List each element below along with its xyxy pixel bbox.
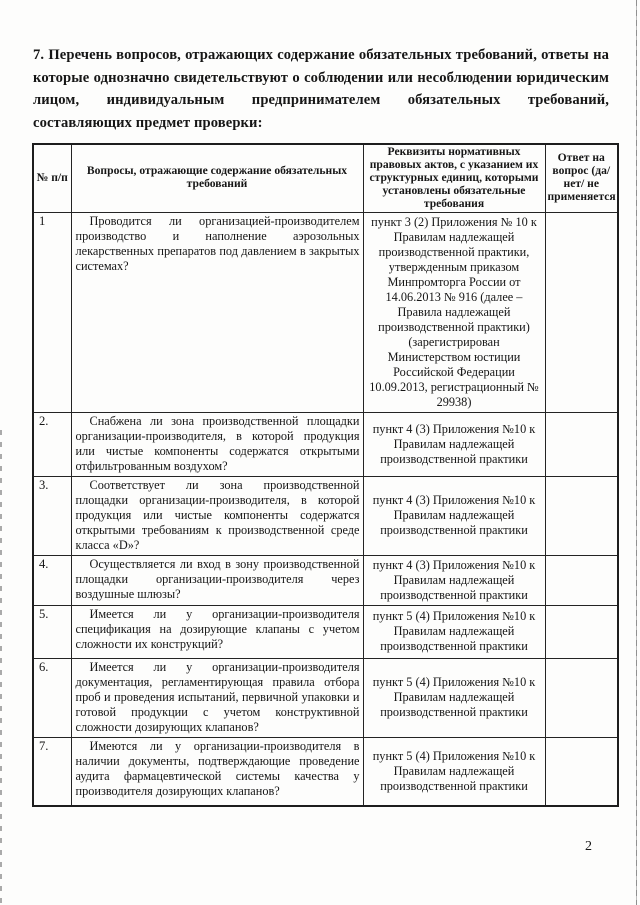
row-number-cell: 3. bbox=[33, 476, 71, 555]
table-row bbox=[33, 412, 618, 476]
col-header-num: № п/п bbox=[33, 144, 71, 212]
row-number-cell: 2. bbox=[33, 412, 71, 476]
answer-cell bbox=[545, 658, 618, 737]
table-row bbox=[33, 212, 618, 412]
answer-cell bbox=[545, 555, 618, 605]
answer-cell bbox=[545, 737, 618, 806]
section-heading: 7. Перечень вопросов, отражающих содержание обязательных требований, ответы на которые однозначно свидетельствуют о соблюдении или несоблюдении юридическим лицом, индивидуальным предпринимателем обязательных требований, составляющих предмет проверки: bbox=[33, 47, 609, 131]
reference-cell: пункт 4 (3) Приложения №10 к Правилам надлежащей производственной практики bbox=[363, 476, 545, 555]
row-number-cell: 5. bbox=[33, 605, 71, 658]
col-header-question: Вопросы, отражающие содержание обязательных требований bbox=[71, 144, 363, 212]
question-cell: Осуществляется ли вход в зону производственной площадки организации-производителя через воздушные шлюзы? bbox=[71, 555, 363, 605]
table-row bbox=[33, 658, 618, 737]
row-number-cell: 4. bbox=[33, 555, 71, 605]
question-cell: Имеется ли у организации-производителя спецификация на дозирующие клапаны с учетом сложности их конструкций? bbox=[71, 605, 363, 658]
row-number-cell: 7. bbox=[33, 737, 71, 806]
answer-cell bbox=[545, 412, 618, 476]
answer-cell bbox=[545, 212, 618, 412]
scan-artifact-right-edge bbox=[636, 0, 637, 905]
reference-cell: пункт 5 (4) Приложения №10 к Правилам надлежащей производственной практики bbox=[363, 737, 545, 806]
reference-cell: пункт 5 (4) Приложения №10 к Правилам надлежащей производственной практики bbox=[363, 658, 545, 737]
col-header-answer: Ответ на вопрос (да/нет/ не применяется bbox=[545, 144, 618, 212]
reference-cell: пункт 4 (3) Приложения №10 к Правилам надлежащей производственной практики bbox=[363, 412, 545, 476]
table-header-row bbox=[33, 144, 618, 212]
row-number-cell: 6. bbox=[33, 658, 71, 737]
answer-cell bbox=[545, 605, 618, 658]
question-cell: Проводится ли организацией-производителем производство и наполнение аэрозольных лекарственных препаратов под давлением в закрытых системах? bbox=[71, 212, 363, 412]
question-cell: Снабжена ли зона производственной площадки организации-производителя, в которой продукция или чистые компоненты содержатся открытыми отфильтрованным воздухом? bbox=[71, 412, 363, 476]
page-number: 2 bbox=[585, 839, 592, 854]
table-row bbox=[33, 476, 618, 555]
table-row bbox=[33, 605, 618, 658]
reference-cell: пункт 3 (2) Приложения № 10 к Правилам надлежащей производственной практики, утвержденным приказом Минпромторга России от 14.06.2013 № 916 (далее – Правила надлежащей производственной практики) (зарегистрирован Министерством юстиции Российской Федерации 10.09.2013, регистрационный № 29938) bbox=[363, 212, 545, 412]
table-row bbox=[33, 737, 618, 806]
reference-cell: пункт 4 (3) Приложения №10 к Правилам надлежащей производственной практики bbox=[363, 555, 545, 605]
table-row bbox=[33, 555, 618, 605]
answer-cell bbox=[545, 476, 618, 555]
reference-cell: пункт 5 (4) Приложения №10 к Правилам надлежащей производственной практики bbox=[363, 605, 545, 658]
question-cell: Имеется ли у организации-производителя документация, регламентирующая правила отбора проб и проведения испытаний, первичной упаковки и готовой продукции с учетом конструктивной сложности дозирующих клапанов? bbox=[71, 658, 363, 737]
scan-artifact-left-edge bbox=[0, 430, 2, 905]
question-cell: Соответствует ли зона производственной площадки организации-производителя, в которой продукция или чистые компоненты содержатся открытыми требованиям к производственной среде класса «D»? bbox=[71, 476, 363, 555]
requirements-checklist-table bbox=[32, 143, 619, 807]
row-number-cell: 1 bbox=[33, 212, 71, 412]
question-cell: Имеются ли у организации-производителя в наличии документы, подтверждающие проведение аудита фармацевтической системы качества у производителя дозирующих клапанов? bbox=[71, 737, 363, 806]
col-header-reference: Реквизиты нормативных правовых актов, с указанием их структурных единиц, которыми установлены обязательные требования bbox=[363, 144, 545, 212]
